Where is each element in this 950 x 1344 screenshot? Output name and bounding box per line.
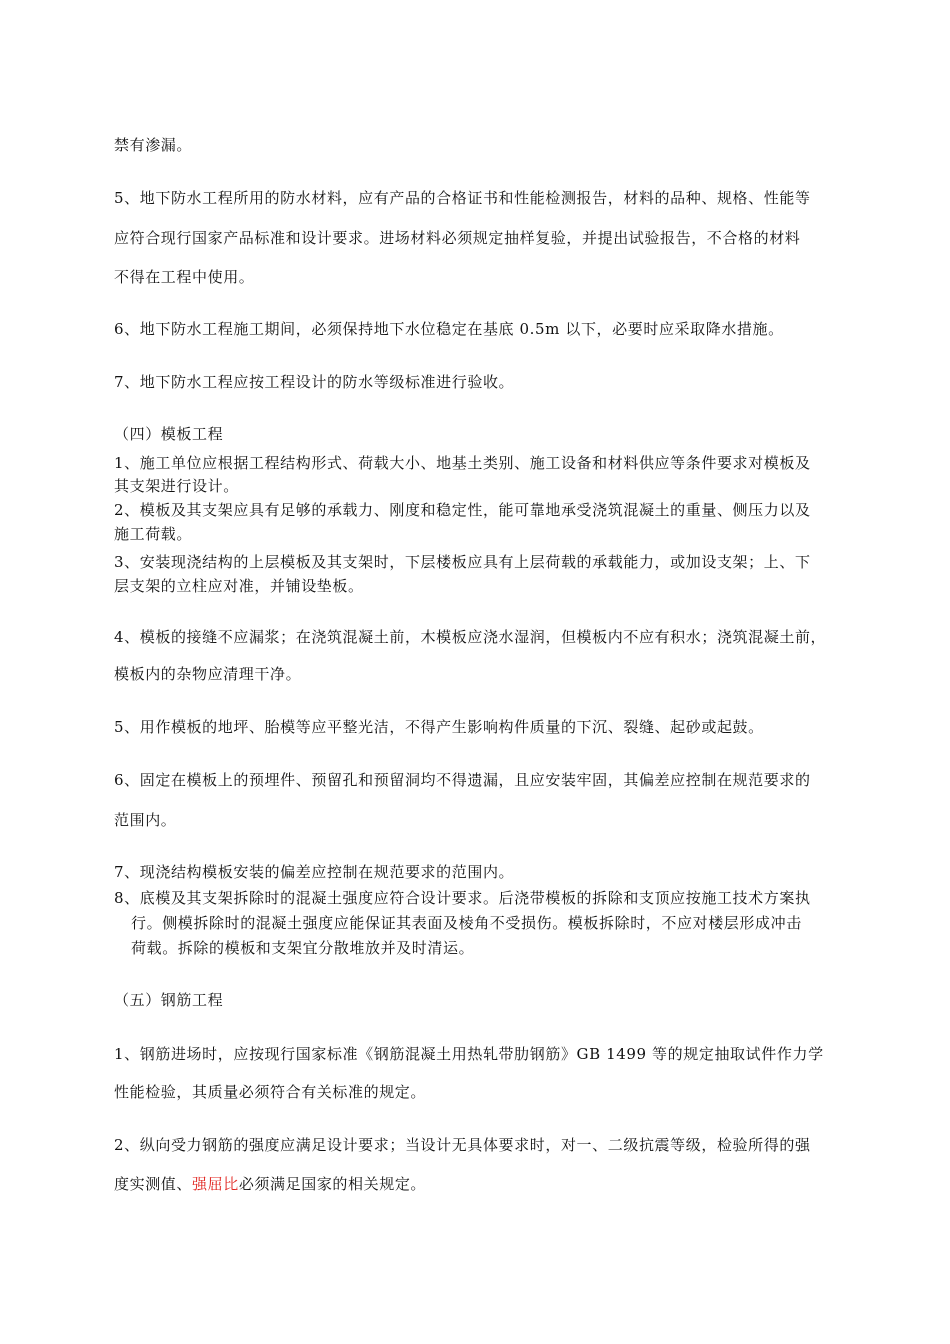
paragraph-line: 性能检验，其质量必须符合有关标准的规定。 bbox=[114, 1083, 427, 1101]
paragraph-line: 4、模板的接缝不应漏浆；在浇筑混凝土前，木模板应浇水湿润，但模板内不应有积水；浇筑混凝土前， bbox=[114, 628, 827, 646]
paragraph-line: 6、固定在模板上的预埋件、预留孔和预留洞均不得遗漏，且应安装牢固，其偏差应控制在规范要求的 bbox=[114, 771, 811, 789]
text-run: 度实测值、 bbox=[114, 1175, 193, 1193]
section-heading: （五）钢筋工程 bbox=[114, 991, 224, 1009]
paragraph-line: 2、模板及其支架应具有足够的承载力、刚度和稳定性，能可靠地承受浇筑混凝土的重量、侧压力以及 bbox=[114, 501, 811, 519]
paragraph-line: 荷载。拆除的模板和支架宜分散堆放并及时清运。 bbox=[131, 939, 475, 957]
paragraph-line: 1、钢筋进场时，应按现行国家标准《钢筋混凝土用热轧带肋钢筋》GB 1499 等的规定抽取试件作力学 bbox=[114, 1045, 824, 1063]
paragraph-line: 7、现浇结构模板安装的偏差应控制在规范要求的范围内。 bbox=[114, 863, 515, 881]
paragraph-line: 不得在工程中使用。 bbox=[114, 268, 255, 286]
paragraph-line: 5、用作模板的地坪、胎模等应平整光洁，不得产生影响构件质量的下沉、裂缝、起砂或起鼓。 bbox=[114, 718, 764, 736]
paragraph-line: 行。侧模拆除时的混凝土强度应能保证其表面及棱角不受损伤。模板拆除时，不应对楼层形成冲击 bbox=[131, 914, 802, 932]
paragraph-line: 7、地下防水工程应按工程设计的防水等级标准进行验收。 bbox=[114, 373, 515, 391]
paragraph-line: 5、地下防水工程所用的防水材料，应有产品的合格证书和性能检测报告，材料的品种、规格、性能等 bbox=[114, 189, 811, 207]
paragraph-line: 应符合现行国家产品标准和设计要求。进场材料必须规定抽样复验，并提出试验报告，不合格的材料 bbox=[114, 229, 801, 247]
paragraph-line: 层支架的立柱应对准，并铺设垫板。 bbox=[114, 577, 364, 595]
paragraph-line: 6、地下防水工程施工期间，必须保持地下水位稳定在基底 0.5m 以下，必要时应采取降水措施。 bbox=[114, 320, 784, 338]
paragraph-line: 其支架进行设计。 bbox=[114, 477, 239, 495]
section-heading: （四）模板工程 bbox=[114, 425, 224, 443]
paragraph-line: 8、底模及其支架拆除时的混凝土强度应符合设计要求。后浇带模板的拆除和支顶应按施工技术方案执 bbox=[114, 889, 811, 907]
paragraph-line: 范围内。 bbox=[114, 811, 177, 829]
paragraph-line: 禁有渗漏。 bbox=[114, 136, 193, 154]
paragraph-line: 2、纵向受力钢筋的强度应满足设计要求；当设计无具体要求时，对一、二级抗震等级，检验所得的强 bbox=[114, 1136, 811, 1154]
paragraph-line bbox=[114, 1174, 426, 1194]
paragraph-line: 1、施工单位应根据工程结构形式、荷载大小、地基土类别、施工设备和材料供应等条件要求对模板及 bbox=[114, 454, 811, 472]
paragraph-line: 模板内的杂物应清理干净。 bbox=[114, 665, 302, 683]
highlighted-term: 强屈比 bbox=[192, 1175, 239, 1193]
paragraph-line: 3、安装现浇结构的上层模板及其支架时，下层楼板应具有上层荷载的承载能力，或加设支架；上、下 bbox=[114, 553, 811, 571]
paragraph-line: 施工荷载。 bbox=[114, 525, 193, 543]
text-run: 必须满足国家的相关规定。 bbox=[238, 1175, 427, 1193]
